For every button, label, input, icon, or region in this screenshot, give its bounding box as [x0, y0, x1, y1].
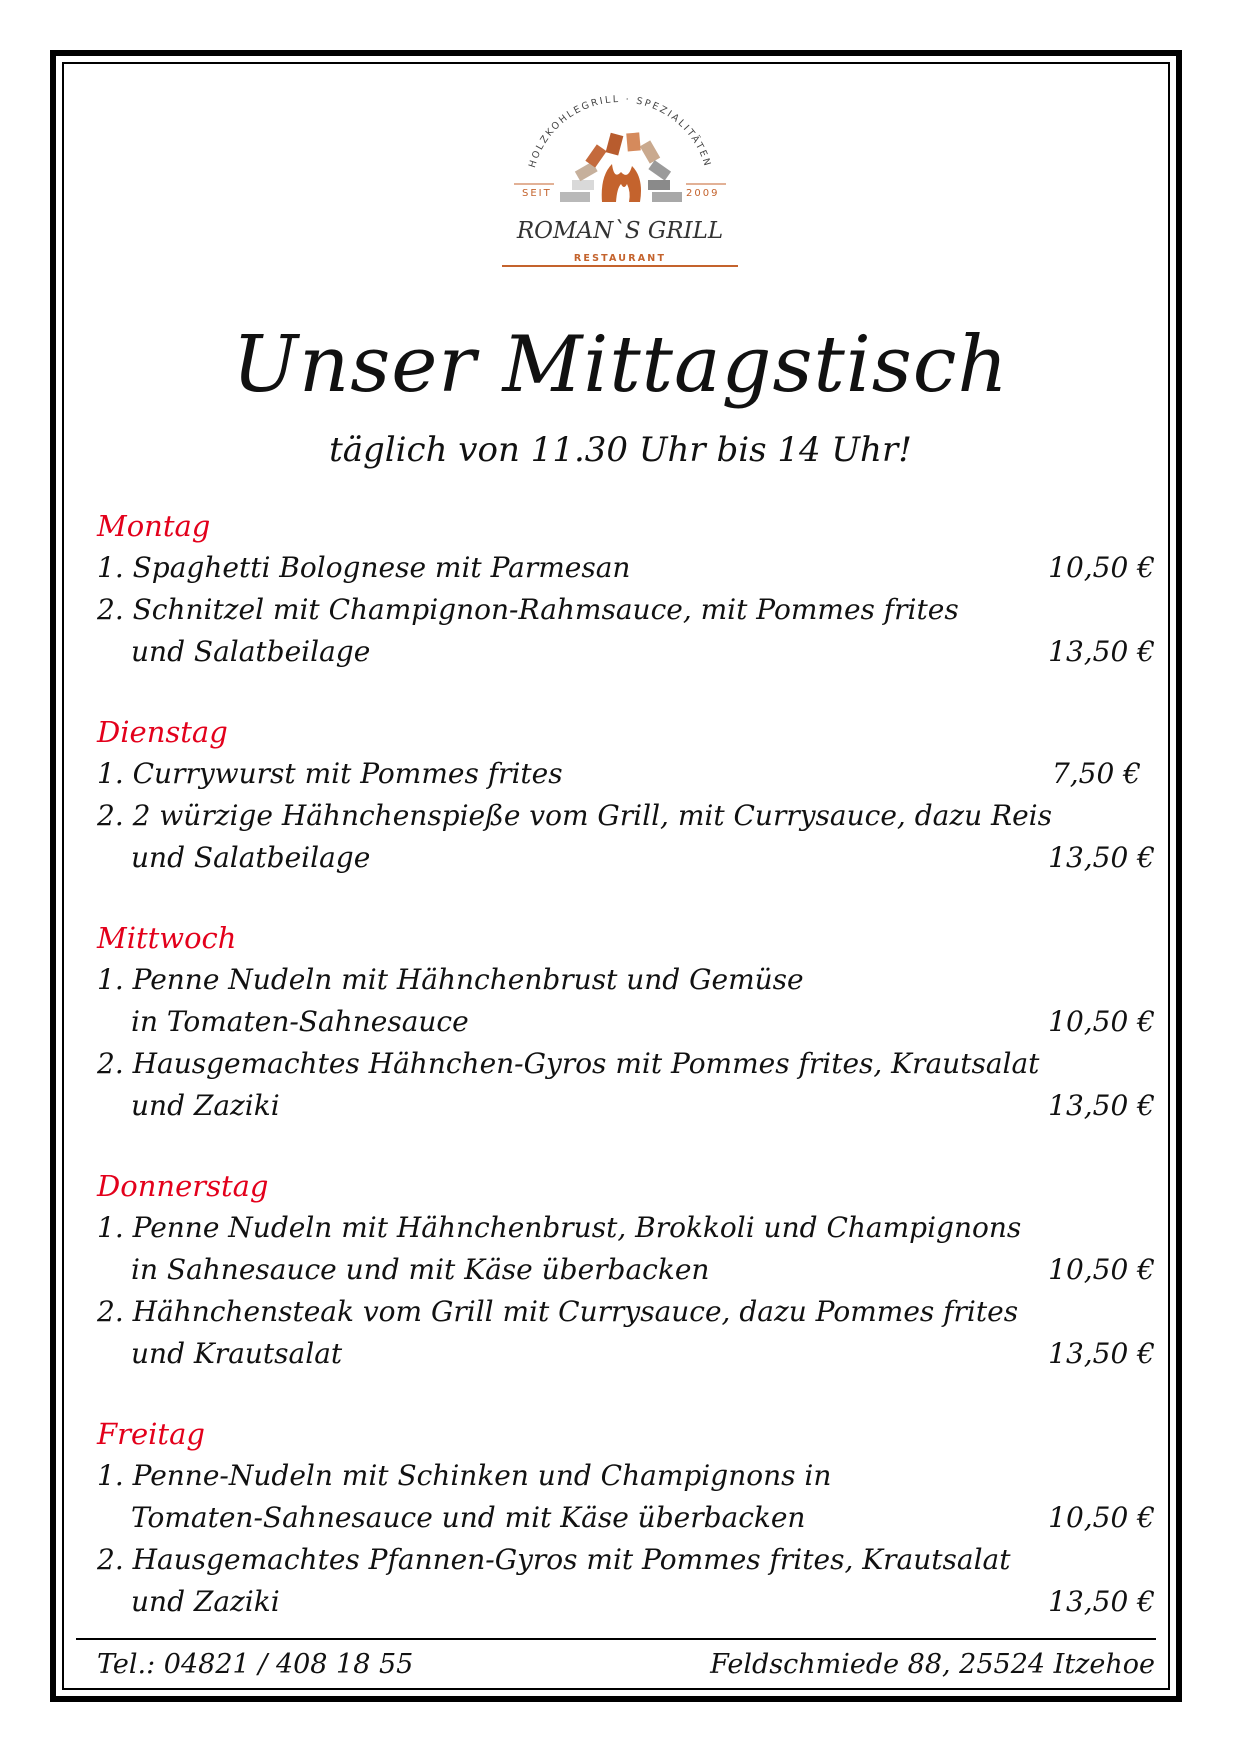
footer-divider: [76, 1638, 1156, 1640]
dish-text: und Zaziki: [131, 1089, 280, 1122]
dish-text: in Tomaten-Sahnesauce: [131, 1005, 469, 1038]
day-section-mittwoch: [97, 917, 1155, 1127]
dish-text: und Krautsalat: [131, 1337, 343, 1370]
dish-text: 2. Hähnchensteak vom Grill mit Currysauce, dazu Pommes frites: [97, 1295, 1019, 1328]
day-section-donnerstag: [97, 1165, 1155, 1375]
day-section-montag: [97, 505, 1155, 673]
restaurant-logo: [490, 80, 750, 300]
address: Feldschmiede 88, 25524 Itzehoe: [710, 1649, 1155, 1680]
svg-text:HOLZKOHLEGRILL · SPEZIALITÄTEN: HOLZKOHLEGRILL · SPEZIALITÄTEN: [526, 93, 714, 170]
dish-text: 1. Currywurst mit Pommes frites: [97, 757, 563, 790]
dish-price: 13,50 €: [1048, 841, 1155, 874]
dish-text: Tomaten-Sahnesauce und mit Käse überbacken: [131, 1501, 806, 1534]
dish-text: in Sahnesauce und mit Käse überbacken: [131, 1253, 710, 1286]
dish-text: 2. 2 würzige Hähnchenspieße vom Grill, mit Currysauce, dazu Reis: [97, 799, 1052, 832]
day-heading: Montag: [97, 509, 211, 543]
opening-hours: täglich von 11.30 Uhr bis 14 Uhr!: [329, 430, 912, 470]
day-section-freitag: [97, 1413, 1155, 1623]
svg-text:ROMAN`S GRILL: ROMAN`S GRILL: [516, 218, 724, 244]
menu-item: [97, 753, 1155, 795]
dish-price: 10,50 €: [1048, 1005, 1155, 1038]
svg-text:SEIT: SEIT: [522, 188, 552, 199]
dish-price: 13,50 €: [1048, 1089, 1155, 1122]
menu-item: [97, 959, 1155, 1043]
dish-price: 10,50 €: [1048, 1501, 1155, 1534]
dish-text: 1. Penne Nudeln mit Hähnchenbrust, Brokkoli und Champignons: [97, 1211, 1022, 1244]
svg-text:RESTAURANT: RESTAURANT: [573, 253, 667, 264]
page-title: Unser Mittagstisch: [232, 320, 1009, 410]
menu-item: [97, 547, 1155, 589]
menu-item: [97, 1207, 1155, 1291]
day-heading: Dienstag: [97, 715, 228, 749]
menu-item: [97, 1043, 1155, 1127]
dish-text: 2. Schnitzel mit Champignon-Rahmsauce, mit Pommes frites: [97, 593, 959, 626]
day-heading: Freitag: [97, 1417, 205, 1451]
lunch-menu: [97, 505, 1155, 1661]
dish-price: 13,50 €: [1048, 635, 1155, 668]
menu-item: [97, 795, 1155, 879]
menu-item: [97, 589, 1155, 673]
svg-text:2009: 2009: [686, 188, 720, 199]
day-heading: Mittwoch: [97, 921, 237, 955]
dish-price: 13,50 €: [1048, 1585, 1155, 1618]
oven-icon: [560, 132, 682, 202]
menu-item: [97, 1291, 1155, 1375]
dish-price: 7,50 €: [1051, 757, 1141, 790]
day-section-dienstag: [97, 711, 1155, 879]
dish-text: und Salatbeilage: [131, 841, 371, 874]
dish-price: 13,50 €: [1048, 1337, 1155, 1370]
phone-number: Tel.: 04821 / 408 18 55: [97, 1649, 414, 1680]
menu-item: [97, 1455, 1155, 1539]
dish-text: und Salatbeilage: [131, 635, 371, 668]
dish-text: 1. Spaghetti Bolognese mit Parmesan: [97, 551, 631, 584]
dish-price: 10,50 €: [1048, 1253, 1155, 1286]
day-heading: Donnerstag: [97, 1169, 269, 1203]
menu-item: [97, 1539, 1155, 1623]
footer: [97, 1644, 1155, 1686]
dish-text: 2. Hausgemachtes Pfannen-Gyros mit Pommes frites, Krautsalat: [97, 1543, 1011, 1576]
dish-text: 1. Penne Nudeln mit Hähnchenbrust und Gemüse: [97, 963, 804, 996]
dish-text: 2. Hausgemachtes Hähnchen-Gyros mit Pommes frites, Krautsalat: [97, 1047, 1040, 1080]
dish-text: und Zaziki: [131, 1585, 280, 1618]
dish-text: 1. Penne-Nudeln mit Schinken und Champignons in: [97, 1459, 832, 1492]
dish-price: 10,50 €: [1048, 551, 1155, 584]
